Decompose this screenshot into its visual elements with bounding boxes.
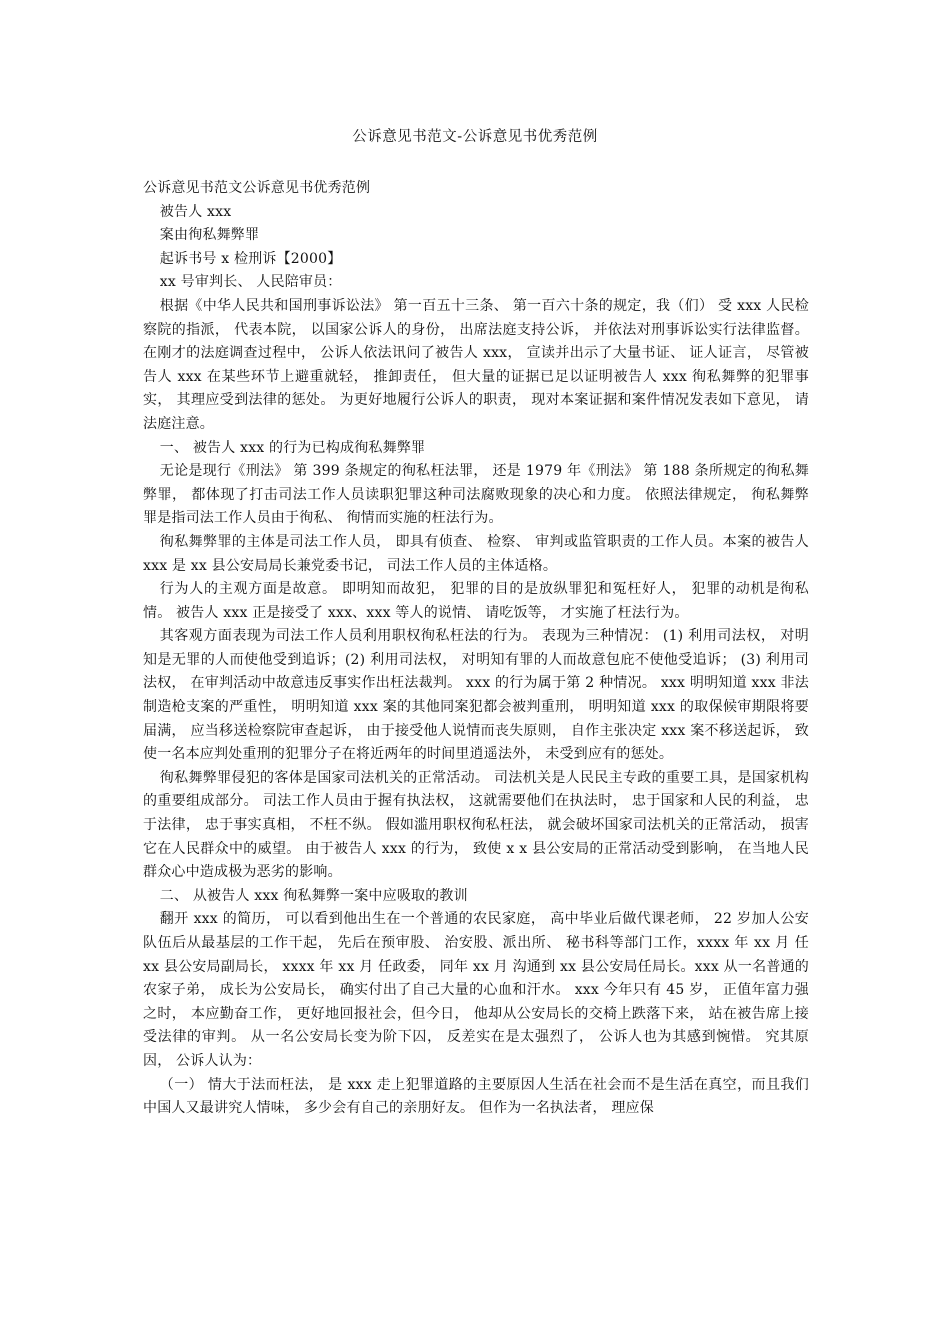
- document-body: [143, 177, 809, 1121]
- document-subtitle: 公诉意见书范文公诉意见书优秀范例: [143, 180, 371, 196]
- paragraph-body: 徇私舞弊罪侵犯的客体是国家司法机关的正常活动。 司法机关是人民民主专政的重要工具，是国家机构的重要组成部分。 司法工作人员由于握有执法权， 这就需要他们在执法时， 忠于国家和人民的利益， 忠于法律， 忠于事实真相， 不枉不纵。 假如滥用职权徇私枉法， 就会破坏国家司法机关的正常活动， 损害它在人民群众中的威望。 由于被告人 xxx 的行为， 致使 x x 县公安局的正常活动受到影响， 在当地人民群众心中造成极为恶劣的影响。: [143, 769, 809, 881]
- paragraph-body: （一） 情大于法而枉法， 是 xxx 走上犯罪道路的主要原因人生活在社会而不是生活在真空，而且我们中国人又最讲究人情味， 多少会有自己的亲朋好友。 但作为一名执法者， 理应保: [143, 1076, 809, 1117]
- paragraph-body: 其客观方面表现为司法工作人员利用职权徇私枉法的行为。 表现为三种情况： (1) 利用司法权， 对明知是无罪的人而使他受到追诉；(2) 利用司法权， 对明知有罪的人而故意包庇不使他受追诉； (3) 利用司法权， 在审判活动中故意违反事实作出枉法裁判。 xxx 的行为属于第 2 种情况。 xxx 明明知道 xxx 非法制造枪支案的严重性， 明明知道 xxx 案的其他同案犯都会被判重刑， 明明知道 xxx 的取保候审期限将要届满， 应当移送检察院审查起诉， 由于接受他人说情而丧失原则， 自作主张决定 xxx 案不移送起诉， 致使一名本应判处重刑的犯罪分子在将近两年的时间里逍遥法外， 未受到应有的惩处。: [143, 628, 809, 763]
- document-title: 公诉意见书范文-公诉意见书优秀范例: [352, 129, 598, 145]
- section-heading-1: 一、 被告人 xxx 的行为已构成徇私舞弊罪: [159, 439, 426, 456]
- paragraph-salutation: xx 号审判长、 人民陪审员：: [159, 274, 342, 291]
- paragraph-body: 无论是现行《刑法》 第 399 条规定的徇私枉法罪， 还是 1979 年《刑法》 第 188 条所规定的徇私舞弊罪， 都体现了打击司法工作人员读职犯罪这种司法腐败现象的决心和力度。 依照法律规定， 徇私舞弊罪是指司法工作人员由于徇私、 徇情而实施的枉法行为。: [143, 463, 809, 527]
- paragraph-intro: 根据《中华人民共和国刑事诉讼法》 第一百五十三条、 第一百六十条的规定，我（们） 受 xxx 人民检察院的指派， 代表本院， 以国家公诉人的身份， 出席法庭支持公诉， 并依法对刑事诉讼实行法律监督。 在刚才的法庭调查过程中， 公诉人依法讯问了被告人 xxx， 宣读并出示了大量书证、 证人证言， 尽管被告人 xxx 在某些环节上避重就轻， 推卸责任， 但大量的证据已足以证明被告人 xxx 徇私舞弊的犯罪事实， 其理应受到法律的惩处。 为更好地履行公诉人的职责， 现对本案证据和案件情况发表如下意见， 请法庭注意。: [143, 297, 809, 432]
- paragraph-body: 翻开 xxx 的简历， 可以看到他出生在一个普通的农民家庭， 高中毕业后做代课老师， 22 岁加人公安队伍后从最基层的工作干起， 先后在预审股、 治安股、派出所、 秘书科等部门工作，xxxx 年 xx 月 任 xx 县公安局副局长， xxxx 年 xx 月 任政委， 同年 xx 月 沟通到 xx 县公安局任局长。xxx 从一名普通的农家子弟， 成长为公安局长， 确实付出了自己大量的心血和汗水。 xxx 今年只有 45 岁， 正值年富力强之时， 本应勤奋工作， 更好地回报社会，但今日， 他却从公安局长的交椅上跌落下来， 站在被告席上接受法律的审判。 从一名公安局长变为阶下囚， 反差实在是太强烈了， 公诉人也为其感到惋惜。 究其原因， 公诉人认为：: [143, 911, 809, 1069]
- paragraph-indictment-number: 起诉书号 x 检刑诉【2000】: [159, 250, 342, 267]
- section-heading-2: 二、 从被告人 xxx 徇私舞弊一案中应吸取的教训: [159, 887, 468, 904]
- paragraph-defendant: 被告人 xxx: [159, 203, 232, 220]
- paragraph-body: 行为人的主观方面是故意。 即明知而故犯， 犯罪的目的是放纵罪犯和冤枉好人， 犯罪的动机是徇私情。 被告人 xxx 正是接受了 xxx、xxx 等人的说情、 请吃饭等， 才实施了枉法行为。: [143, 581, 809, 621]
- paragraph-body: 徇私舞弊罪的主体是司法工作人员， 即具有侦查、 检察、 审判或监管职责的工作人员。本案的被告人 xxx 是 xx 县公安局局长兼党委书记， 司法工作人员的主体适格。: [143, 533, 809, 574]
- paragraph-case-cause: 案由徇私舞弊罪: [159, 227, 260, 244]
